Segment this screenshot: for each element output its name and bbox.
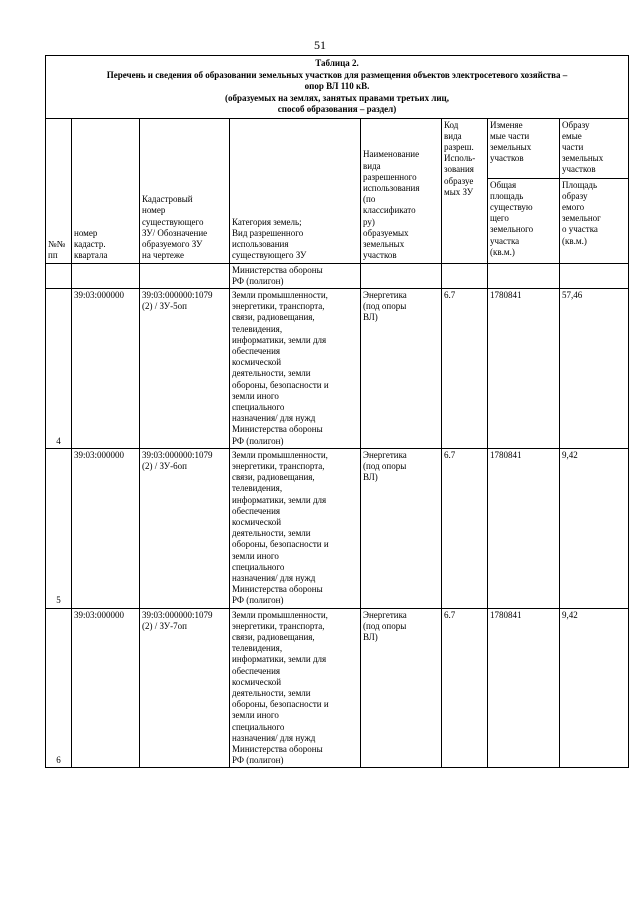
row-kvartal: 39:03:000000 [72,448,140,608]
header-code: Код вида разреш. Исполь- зования образуе мых ЗУ [442,118,488,263]
land-plots-table [45,55,629,768]
table-title-line: Перечень и сведения об образовании земельных участков для размещения объектов электросетевого хозяйства – [106,69,568,80]
row-kvartal: 39:03:000000 [72,608,140,768]
cont-area-formed [560,263,629,288]
row-category: Земли промышленности, энергетики, транспорта, связи, радиовещания, телевидения, информатики, земли для обеспечения космической деятельности, земли обороны, безопасности и земли иного специального назначения/ для нужд Министерства обороны РФ (полигон) [230,288,361,448]
row-area-formed: 9,42 [560,448,629,608]
header-usage-name: Наименование вида разрешенного использования (по классификато ру) образуемых земельных участков [361,118,442,263]
row-code: 6.7 [442,288,488,448]
continuation-row [46,263,629,288]
table-title-line: Таблица 2. [315,58,359,68]
header-total-area: Общая площадь существую щего земельного участка (кв.м.) [488,178,560,263]
row-area-formed: 57,46 [560,288,629,448]
cont-code [442,263,488,288]
row-area-total: 1780841 [488,288,560,448]
table-row [46,288,629,448]
row-code: 6.7 [442,448,488,608]
cont-kvartal [72,263,140,288]
table-title [46,56,629,119]
table-header-row [46,118,629,178]
row-area-formed: 9,42 [560,608,629,768]
row-cadastral: 39:03:000000:1079 (2) / ЗУ-6оп [140,448,230,608]
header-cadastral: Кадастровый номер существующего ЗУ/ Обозначение образуемого ЗУ на чертеже [140,118,230,263]
row-num: 6 [46,608,72,768]
row-code: 6.7 [442,608,488,768]
row-area-total: 1780841 [488,608,560,768]
table-title-line: опор ВЛ 110 кВ. [304,81,370,91]
header-formed-parts: Образу емые части земельных участков [560,118,629,178]
row-usage: Энергетика (под опоры ВЛ) [361,608,442,768]
row-usage: Энергетика (под опоры ВЛ) [361,448,442,608]
table-title-line: (образуемых на землях, занятых правами третьих лиц, [225,92,449,103]
cont-area-total [488,263,560,288]
row-num: 5 [46,448,72,608]
header-changed-parts: Изменяе мые части земельных участков [488,118,560,178]
row-category: Земли промышленности, энергетики, транспорта, связи, радиовещания, телевидения, информатики, земли для обеспечения космической деятельности, земли обороны, безопасности и земли иного специального назначения/ для нужд Министерства обороны РФ (полигон) [230,448,361,608]
table-row [46,448,629,608]
row-usage: Энергетика (под опоры ВЛ) [361,288,442,448]
row-area-total: 1780841 [488,448,560,608]
header-formed-area: Площадь образу емого земельног о участка (кв.м.) [560,178,629,263]
row-cadastral: 39:03:000000:1079 (2) / ЗУ-5оп [140,288,230,448]
continuation-text: Министерства обороны РФ (полигон) [230,263,361,288]
row-cadastral: 39:03:000000:1079 (2) / ЗУ-7оп [140,608,230,768]
row-num: 4 [46,288,72,448]
table-title-line: способ образования – раздел) [277,104,397,114]
header-category: Категория земель; Вид разрешенного использования существующего ЗУ [230,118,361,263]
cont-usage [361,263,442,288]
header-kvartal: номер кадастр. квартала [72,118,140,263]
table-title-row [46,56,629,119]
table-row [46,608,629,768]
header-num: №№ пп [46,118,72,263]
cont-num [46,263,72,288]
cont-cadastral [140,263,230,288]
page-number: 51 [314,38,326,52]
row-kvartal: 39:03:000000 [72,288,140,448]
row-category: Земли промышленности, энергетики, транспорта, связи, радиовещания, телевидения, информатики, земли для обеспечения космической деятельности, земли обороны, безопасности и земли иного специального назначения/ для нужд Министерства обороны РФ (полигон) [230,608,361,768]
